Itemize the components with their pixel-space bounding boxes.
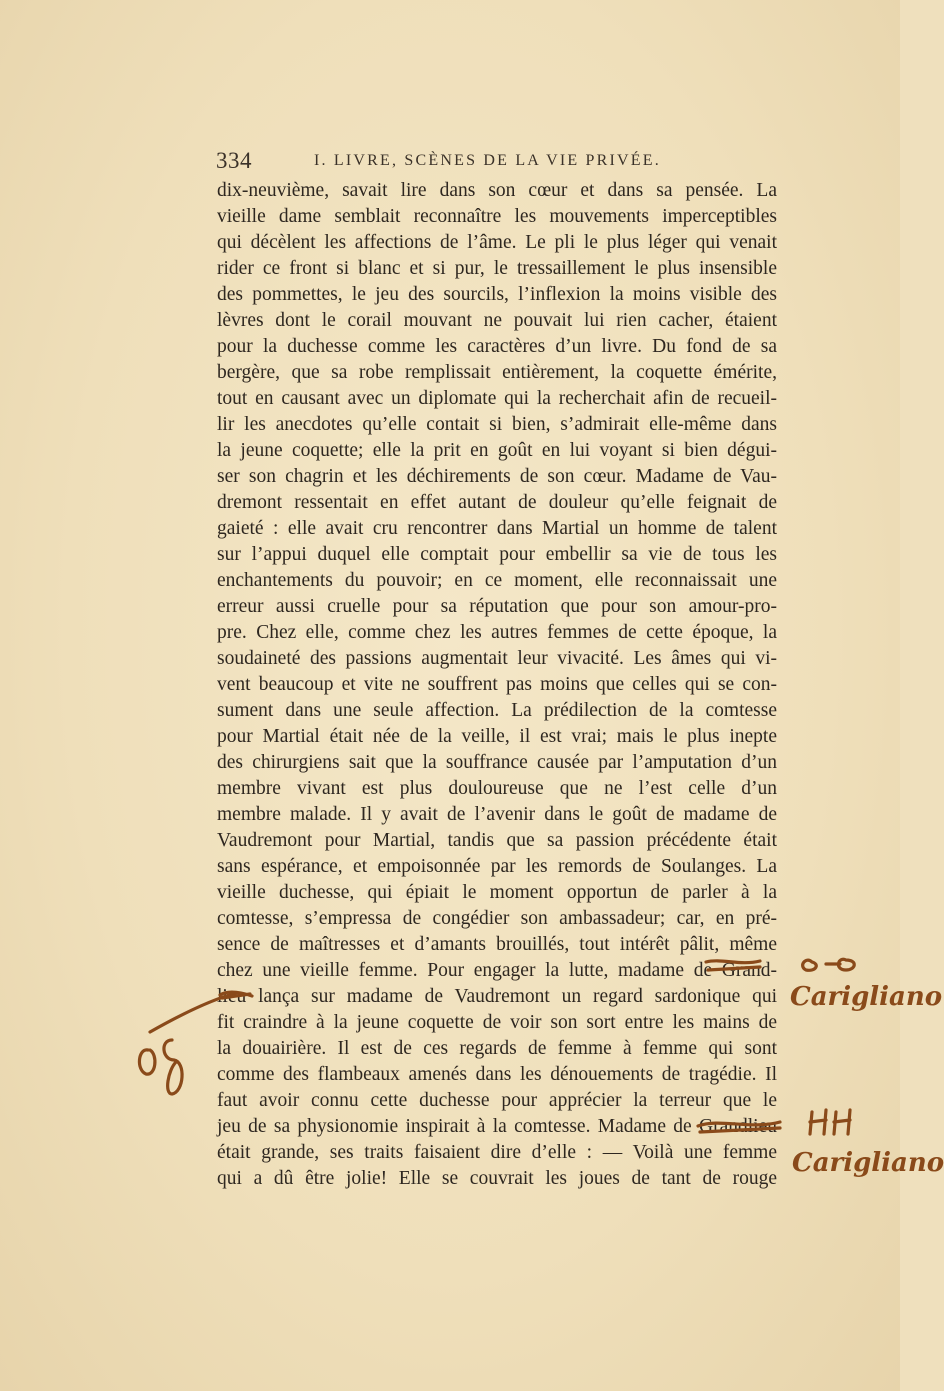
margin-mark xyxy=(810,1110,850,1134)
text-line: fit craindre à la jeune coquette de voir son sort entre les mains de xyxy=(217,1012,777,1033)
text-line: membre vivant est plus douloureuse que ne l’est celle d’un xyxy=(217,778,777,799)
margin-mark xyxy=(139,1040,182,1094)
text-line: vent beaucoup et vite ne souffrent pas moins que celles qui se con- xyxy=(217,674,777,695)
text-line: vieille duchesse, qui épiait le moment opportun de parler à la xyxy=(217,882,777,903)
text-line: jeu de sa physionomie inspirait à la comtesse. Madame de Grandlieu xyxy=(217,1116,777,1137)
text-line: dix-neuvième, savait lire dans son cœur et dans sa pensée. La xyxy=(217,180,777,201)
text-line: qui a dû être jolie! Elle se couvrait les joues de tant de rouge xyxy=(217,1168,777,1189)
text-line: Vaudremont pour Martial, tandis que sa passion précédente était xyxy=(217,830,777,851)
text-line: sans espérance, et empoisonnée par les remords de Soulanges. La xyxy=(217,856,777,877)
text-line: comtesse, s’empressa de congédier son ambassadeur; car, en pré- xyxy=(217,908,777,929)
text-line: des pommettes, le jeu des sourcils, l’inflexion la moins visible des xyxy=(217,284,777,305)
text-line: enchantements du pouvoir; en ce moment, elle reconnaissait une xyxy=(217,570,777,591)
text-line: sence de maîtresses et d’amants brouillés, tout intérêt pâlit, même xyxy=(217,934,777,955)
text-line: chez une vieille femme. Pour engager la lutte, madame de Grand- xyxy=(217,960,777,981)
text-line: rider ce front si blanc et si pur, le tressaillement le plus insensible xyxy=(217,258,777,279)
text-line: pour Martial était née de la veille, il est vrai; mais le plus inepte xyxy=(217,726,777,747)
text-line: membre malade. Il y avait de l’avenir dans le goût de madame de xyxy=(217,804,777,825)
text-line: soudaineté des passions augmentait leur vivacité. Les âmes qui vi- xyxy=(217,648,777,669)
text-line: erreur aussi cruelle pour sa réputation que pour son amour-pro- xyxy=(217,596,777,617)
text-line: la douairière. Il est de ces regards de femme à femme qui sont xyxy=(217,1038,777,1059)
text-line: des chirurgiens sait que la souffrance causée par l’amputation d’un xyxy=(217,752,777,773)
text-line: dremont ressentait en effet autant de douleur qu’elle feignait de xyxy=(217,492,777,513)
text-line: la jeune coquette; elle la prit en goût en lui voyant si bien dégui- xyxy=(217,440,777,461)
text-line: sur l’appui duquel elle comptait pour embellir sa vie de tous les xyxy=(217,544,777,565)
page-header xyxy=(216,148,781,178)
text-line: gaieté : elle avait cru rencontrer dans Martial un homme de talent xyxy=(217,518,777,539)
margin-note: Carigliano xyxy=(792,1148,944,1178)
text-line: lieu lança sur madame de Vaudremont un regard sardonique qui xyxy=(217,986,777,1007)
margin-mark xyxy=(803,959,855,970)
body-text xyxy=(217,178,777,1192)
text-line: qui décèlent les affections de l’âme. Le pli le plus léger qui venait xyxy=(217,232,777,253)
text-line: vieille dame semblait reconnaître les mouvements imperceptibles xyxy=(217,206,777,227)
text-line: comme des flambeaux amenés dans les dénouements de tragédie. Il xyxy=(217,1064,777,1085)
text-line: lir les anecdotes qu’elle contait si bien, s’admirait elle-même dans xyxy=(217,414,777,435)
text-line: faut avoir connu cette duchesse pour apprécier la terreur que le xyxy=(217,1090,777,1111)
running-head: I. LIVRE, SCÈNES DE LA VIE PRIVÉE. xyxy=(314,152,661,169)
text-line: sument dans une seule affection. La prédilection de la comtesse xyxy=(217,700,777,721)
text-line: tout en causant avec un diplomate qui la recherchait afin de recueil- xyxy=(217,388,777,409)
text-line: pour la duchesse comme les caractères d’un livre. Du fond de sa xyxy=(217,336,777,357)
page-number: 334 xyxy=(216,148,252,173)
text-line: lèvres dont le corail mouvant ne pouvait lui rien cacher, étaient xyxy=(217,310,777,331)
text-line: pre. Chez elle, comme chez les autres femmes de cette époque, la xyxy=(217,622,777,643)
text-line: bergère, que sa robe remplissait entièrement, la coquette émérite, xyxy=(217,362,777,383)
text-line: était grande, ses traits faisaient dire d’elle : — Voilà une femme xyxy=(217,1142,777,1163)
margin-note: Carigliano xyxy=(790,982,943,1012)
text-line: ser son chagrin et les déchirements de son cœur. Madame de Vau- xyxy=(217,466,777,487)
